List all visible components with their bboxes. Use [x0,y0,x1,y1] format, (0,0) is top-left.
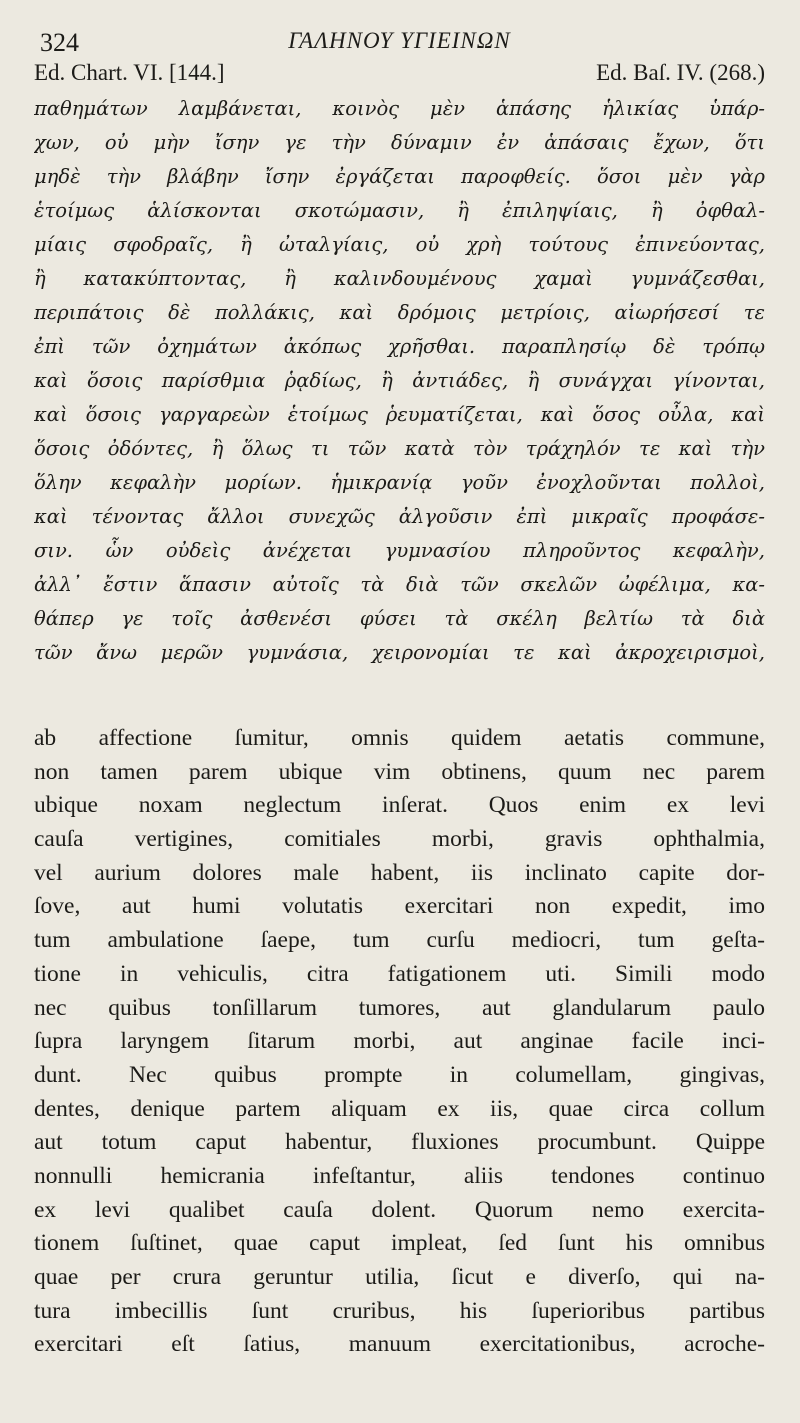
latin-line: vel aurium dolores male habent, iis inclinato capite dor- [34,859,765,886]
greek-line: τῶν ἄνω μερῶν γυμνάσια, χειρονομίαι τε καὶ ἀκροχειρισμοὶ, [34,641,765,664]
latin-line: tura imbecillis ſunt cruribus, his ſuperioribus partibus [34,1297,765,1324]
greek-text-block [34,92,765,670]
latin-line: ſupra laryngem ſitarum morbi, aut anginae facile inci- [34,1028,765,1055]
latin-line: dunt. Nec quibus prompte in columellam, gingivas, [34,1061,765,1088]
edition-references [34,56,765,90]
latin-line: tionem ſuſtinet, quae caput impleat, ſed ſunt his omnibus [34,1230,765,1257]
greek-line: μηδὲ τὴν βλάβην ἴσην ἐργάζεται παροφθείς. ὅσοι μὲν γὰρ [34,165,765,188]
latin-line: nec quibus tonſillarum tumores, aut glandularum paulo [34,994,765,1021]
greek-line: καὶ τένοντας ἄλλοι συνεχῶς ἀλγοῦσιν ἐπὶ μικραῖς προφάσε- [34,505,765,528]
edition-ref-chartier: Ed. Chart. VI. [144.] [34,60,225,85]
running-head [34,0,765,56]
latin-text-block [34,722,765,1362]
latin-line: ſove, aut humi volutatis exercitari non expedit, imo [34,893,765,920]
greek-line: σιν. ὧν οὐδεὶς ἀνέχεται γυμνασίου πληροῦντος κεφαλὴν, [34,539,765,562]
latin-line: ab affectione ſumitur, omnis quidem aetatis commune, [34,725,765,751]
greek-line: μίαις σφοδραῖς, ἢ ὠταλγίαις, οὐ χρὴ τούτους ἐπινεύοντας, [34,233,765,256]
greek-line: ὅλην κεφαλὴν μορίων. ἡμικρανίᾳ γοῦν ἐνοχλοῦνται πολλοὶ, [34,471,765,494]
running-title: ΓΑΛΗΝΟΥ ΥΓΙΕΙΝΩΝ [288,28,511,53]
latin-line: cauſa vertigines, comitiales morbi, gravis ophthalmia, [34,826,765,853]
greek-line: παθημάτων λαμβάνεται, κοινὸς μὲν ἁπάσης ἡλικίας ὑπάρ- [34,97,765,120]
greek-line: καὶ ὅσοις παρίσθμια ῥᾳδίως, ἢ ἀντιάδες, ἢ συνάγχαι γίνονται, [34,369,765,392]
greek-line: ἢ κατακύπτοντας, ἢ καλινδουμένους χαμαὶ γυμνάζεσθαι, [34,267,765,290]
latin-line: aut totum caput habentur, fluxiones procumbunt. Quippe [34,1129,765,1156]
latin-line: exercitari eſt ſatius, manuum exercitationibus, acroche- [34,1331,765,1358]
page-number: 324 [40,28,79,57]
greek-line: ὅσοις ὀδόντες, ἢ ὅλως τι τῶν κατὰ τὸν τράχηλόν τε καὶ τὴν [34,437,765,460]
greek-line: χων, οὐ μὴν ἴσην γε τὴν δύναμιν ἐν ἁπάσαις ἔχων, ὅτι [34,131,765,154]
latin-line: ubique noxam neglectum inſerat. Quos enim ex levi [34,792,765,819]
latin-line: dentes, denique partem aliquam ex iis, quae circa collum [34,1095,765,1122]
edition-ref-basel: Ed. Baſ. IV. (268.) [596,60,765,85]
latin-line: tum ambulatione ſaepe, tum curſu mediocri, tum geſta- [34,927,765,954]
greek-line: ἐπὶ τῶν ὀχημάτων ἀκόπως χρῆσθαι. παραπλησίῳ δὲ τρόπῳ [34,335,765,358]
greek-line: θάπερ γε τοῖς ἀσθενέσι φύσει τὰ σκέλη βελτίω τὰ διὰ [34,607,765,630]
latin-line: ex levi qualibet cauſa dolent. Quorum nemo exercita- [34,1196,765,1223]
greek-line: ἀλλ᾽ ἔστιν ἅπασιν αὐτοῖς τὰ διὰ τῶν σκελῶν ὠφέλιμα, κα- [34,573,765,596]
column-gap [34,670,765,722]
latin-line: tione in vehiculis, citra fatigationem uti. Simili modo [34,960,765,987]
latin-line: non tamen parem ubique vim obtinens, quum nec parem [34,758,765,785]
greek-line: περιπάτοις δὲ πολλάκις, καὶ δρόμοις μετρίοις, αἰωρήσεσί τε [34,301,765,324]
greek-line: καὶ ὅσοις γαργαρεὼν ἑτοίμως ῥευματίζεται, καὶ ὅσος οὖλα, καὶ [34,403,765,426]
greek-line: ἑτοίμως ἁλίσκονται σκοτώμασιν, ἢ ἐπιληψίαις, ἢ ὀφθαλ- [34,199,765,222]
latin-line: quae per crura geruntur utilia, ſicut e diverſo, qui na- [34,1264,765,1290]
latin-line: nonnulli hemicrania infeſtantur, aliis tendones continuo [34,1162,765,1189]
